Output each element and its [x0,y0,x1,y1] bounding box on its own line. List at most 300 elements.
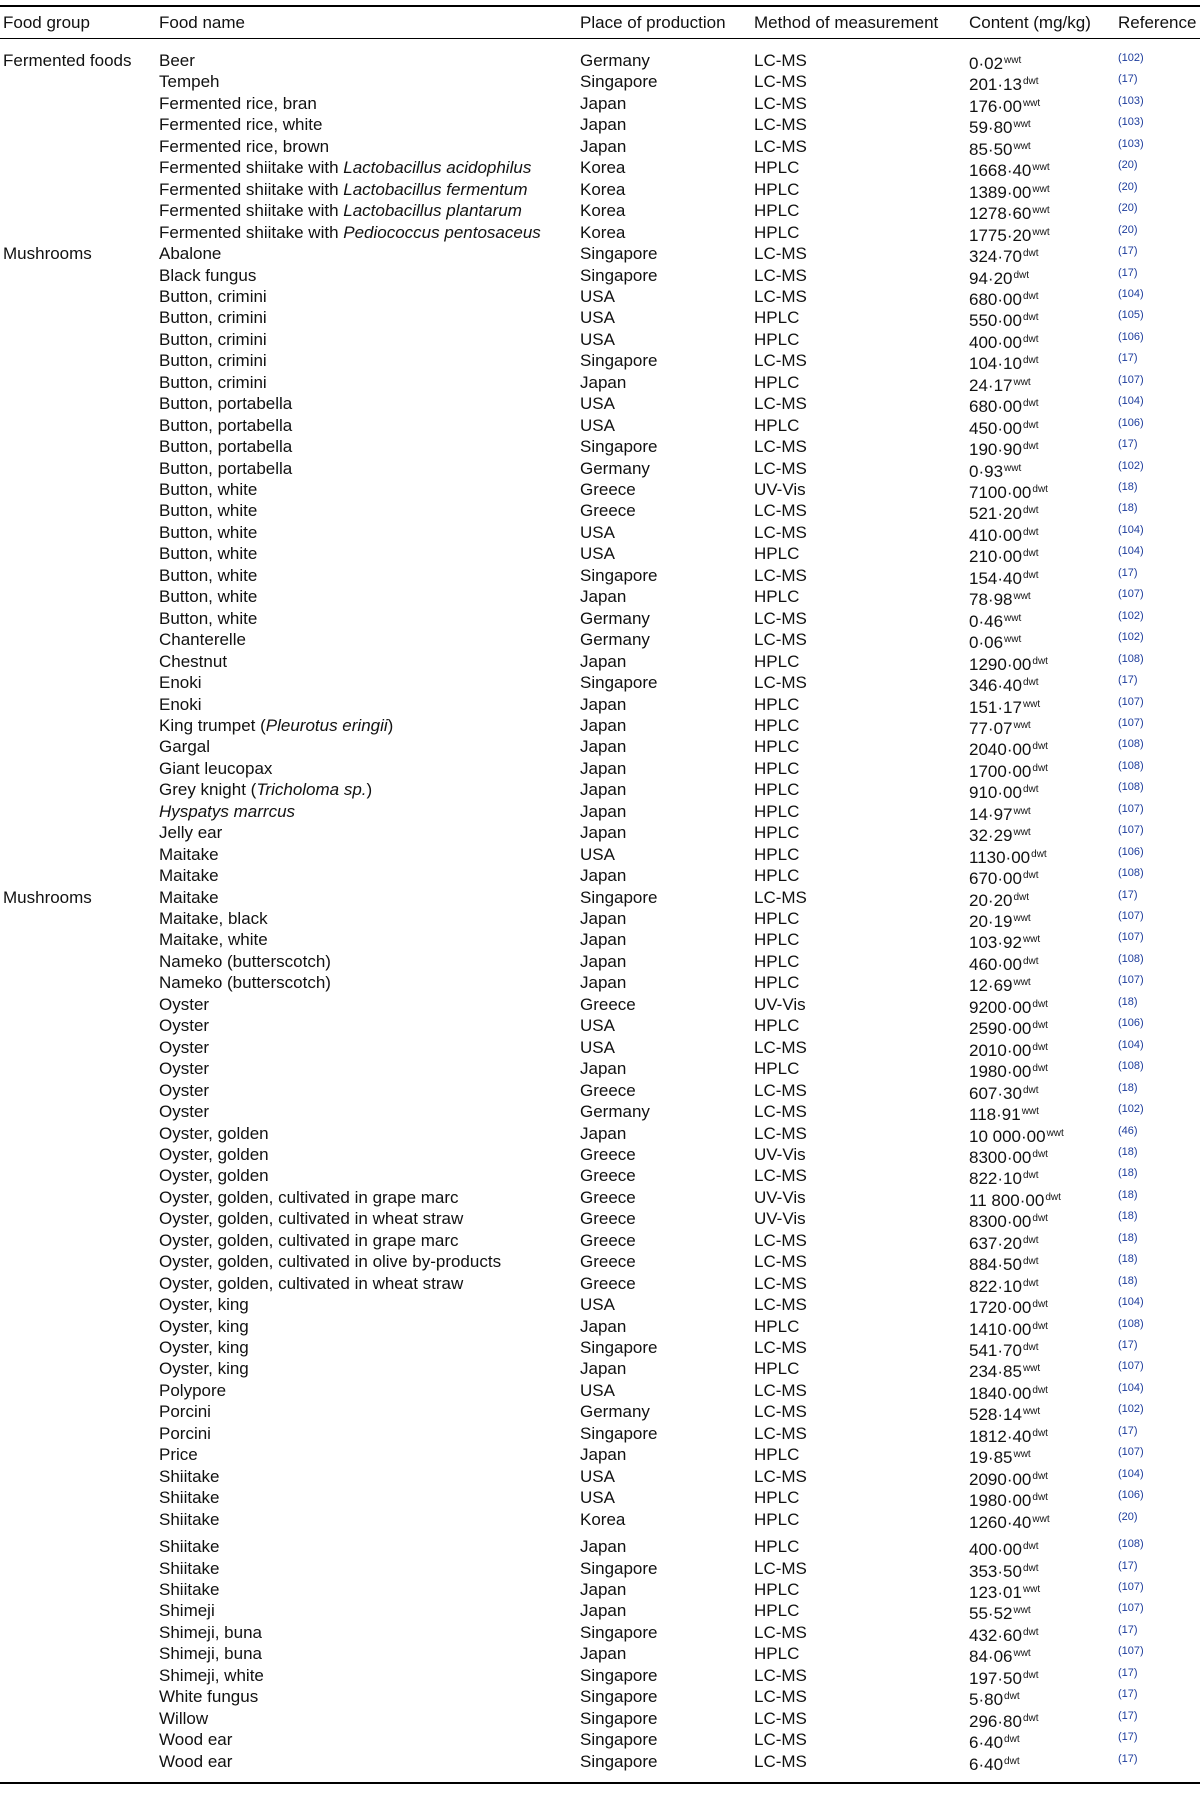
reference-cell: (18) [1118,1274,1138,1287]
food-name-text: Fermented shiitake with [159,158,344,178]
content-value: 521·20 [969,504,1022,524]
food-name-cell [159,887,219,908]
content-value: 201·13 [969,75,1022,95]
content-unit: dwt [1032,1320,1048,1332]
food-name-cell [159,1208,463,1229]
content-cell [969,329,1039,353]
place-cell: Japan [580,780,627,800]
method-cell: HPLC [754,930,800,950]
table-row [0,500,1200,524]
food-name-cell [159,157,531,178]
reference-cell: (17) [1118,438,1138,451]
food-name-cell [159,629,246,650]
place-cell: Singapore [580,351,658,371]
method-cell: LC-MS [754,1708,807,1728]
content-unit: dwt [1032,998,1048,1010]
reference-cell: (102) [1118,631,1144,644]
reference-cell: (107) [1118,588,1144,601]
header-rule [0,38,1200,39]
content-unit: dwt [1022,333,1039,345]
food-name-cell [159,1058,209,1079]
method-cell: HPLC [754,329,800,349]
method-cell: LC-MS [754,522,807,542]
place-cell: Japan [580,115,627,135]
place-cell: Korea [580,222,626,242]
place-cell: USA [580,544,615,564]
method-cell: LC-MS [754,394,807,414]
method-cell: HPLC [754,1601,800,1621]
content-value: 1720·00 [969,1298,1032,1318]
table-row [0,1380,1200,1401]
content-value: 680·00 [969,289,1022,309]
food-name-text: White fungus [159,1687,259,1707]
content-unit: dwt [1022,355,1039,367]
content-unit: wwt [1013,140,1031,152]
place-cell: USA [580,844,615,864]
place-cell: Japan [580,587,627,607]
reference-cell: (106) [1118,845,1144,858]
food-name-text: Oyster, king [159,1295,249,1315]
reference-cell: (17) [1118,1623,1138,1636]
place-cell: Singapore [580,1423,658,1443]
content-value: 10 000·00 [969,1126,1046,1146]
place-cell: Japan [580,973,627,993]
content-value: 541·70 [969,1341,1022,1360]
reference-cell: (17) [1118,1339,1138,1351]
content-unit: wwt [1013,376,1031,388]
food-name-text: Oyster, golden [159,1166,269,1186]
content-value: 118·91 [969,1105,1021,1125]
food-name-text: Chestnut [159,651,228,671]
content-cell [969,114,1031,138]
reference-cell: (103) [1118,137,1144,150]
reference-cell: (104) [1118,545,1144,558]
table-row [0,1208,1200,1232]
method-cell: HPLC [754,158,800,178]
content-cell [969,1423,1048,1447]
content-unit: wwt [1013,1605,1031,1617]
content-unit: wwt [1022,1363,1041,1375]
method-cell: LC-MS [754,1295,807,1315]
food-name-cell [159,1316,249,1337]
table-row [0,994,1200,1015]
food-name-text: Abalone [159,244,222,264]
content-unit: dwt [1032,1492,1048,1504]
reference-cell: (18) [1118,1081,1138,1094]
content-value: 550·00 [969,311,1022,331]
content-value: 8300·00 [969,1147,1032,1167]
reference-cell: (20) [1118,223,1138,236]
content-unit: dwt [1032,1299,1048,1311]
food-name-cell [159,1144,269,1165]
content-unit: wwt [1013,805,1031,817]
food-name-text: Nameko (butterscotch) [159,973,331,993]
table-row [0,1101,1200,1125]
food-name-text: Beer [159,51,195,70]
reference-cell: (17) [1118,266,1138,279]
content-unit: dwt [1022,526,1039,538]
reference-cell: (107) [1118,1645,1144,1658]
content-value: 55·52 [969,1604,1013,1624]
food-name-text: Button, portabella [159,458,293,478]
food-name-cell [159,1294,249,1315]
table-row [0,415,1200,436]
table-row [0,393,1200,417]
place-cell: USA [580,1295,615,1315]
content-cell [969,651,1048,675]
food-name-cell [159,929,268,950]
content-cell [969,887,1029,911]
content-cell [969,1643,1031,1667]
food-name-cell [159,651,227,672]
food-name-cell [159,114,322,135]
reference-cell: (104) [1118,1467,1144,1480]
table-row [0,1622,1200,1643]
content-cell [969,694,1040,718]
content-unit: dwt [1022,784,1039,796]
food-name-text: Willow [159,1708,209,1728]
food-name-cell [159,1015,209,1036]
food-name-cell [159,844,219,865]
food-name-cell [159,822,222,843]
content-cell [969,672,1039,696]
place-cell: Japan [580,909,627,928]
place-cell: Greece [580,1187,636,1207]
food-name-cell [159,200,522,221]
method-cell: LC-MS [754,115,807,135]
method-cell: HPLC [754,544,800,564]
content-value: 607·30 [969,1083,1022,1103]
method-cell: UV-Vis [754,1144,806,1164]
content-unit: dwt [1022,419,1039,431]
content-unit: wwt [1022,934,1041,946]
place-cell: Japan [580,801,627,821]
table-row [0,629,1200,653]
food-name-text: Button, white [159,544,258,564]
reference-cell: (107) [1118,1360,1144,1373]
method-cell: LC-MS [754,673,807,693]
content-cell [969,779,1039,803]
food-name-cell [159,243,221,264]
content-unit: dwt [1022,248,1039,260]
content-unit: dwt [1013,891,1030,903]
content-unit: dwt [1022,1626,1039,1638]
method-cell: LC-MS [754,608,807,628]
content-cell [969,972,1031,996]
food-name-text: Maitake [159,887,219,907]
method-cell: UV-Vis [754,1187,806,1207]
content-cell [969,1165,1039,1189]
content-value: 6·40 [969,1733,1004,1753]
food-name-text: Shimeji [159,1601,215,1621]
food-name-cell [159,1729,232,1750]
reference-cell: (17) [1118,1731,1138,1744]
header-method: Method of measurement [754,13,939,32]
method-cell: HPLC [754,651,800,671]
table-row [0,715,1200,736]
content-unit: dwt [1022,1712,1039,1724]
content-cell [969,844,1047,868]
content-cell [969,1600,1031,1624]
place-cell: Japan [580,372,627,392]
content-value: 1130·00 [969,847,1031,867]
food-name-cell [159,1466,219,1487]
food-name-text: Button, crimini [159,372,267,392]
reference-cell: (107) [1118,1602,1144,1615]
method-cell: HPLC [754,1059,800,1079]
reference-cell: (18) [1118,481,1138,493]
food-name-text: Button, white [159,480,258,499]
table-row [0,114,1200,138]
food-name-text: King trumpet ( [159,715,266,735]
reference-cell: (108) [1118,652,1144,665]
place-cell: Japan [580,1316,627,1336]
food-name-cell [159,1622,262,1643]
method-cell: LC-MS [754,1338,807,1357]
method-cell: HPLC [754,1509,800,1529]
method-cell: UV-Vis [754,1209,806,1229]
place-cell: Japan [580,651,627,671]
method-cell: LC-MS [754,458,807,478]
place-cell: Japan [580,1644,627,1664]
food-name-text: Oyster, king [159,1338,249,1357]
food-name-text: Grey knight ( [159,780,257,800]
content-cell [969,500,1039,524]
food-name-text: Fermented shiitake with [159,222,344,242]
content-cell [969,929,1040,953]
content-cell [969,1251,1039,1275]
method-cell: LC-MS [754,630,807,650]
content-cell [969,1751,1020,1775]
content-value: 400·00 [969,332,1022,352]
content-value: 1389·00 [969,182,1032,202]
food-name-text: Maitake, white [159,930,268,950]
table-row [0,1665,1200,1686]
food-name-cell [159,1686,258,1707]
table-row [0,1643,1200,1667]
content-cell [969,565,1039,589]
method-cell: HPLC [754,758,800,778]
content-value: 234·85 [969,1362,1022,1382]
reference-cell: (102) [1118,52,1144,64]
content-value: 59·80 [969,118,1013,138]
food-name-text: Button, crimini [159,329,267,349]
header-content: Content (mg/kg) [969,13,1091,32]
content-unit: dwt [1032,1427,1048,1439]
content-cell [969,1080,1039,1104]
food-name-cell [159,522,257,543]
place-cell: Japan [580,1123,627,1143]
reference-cell: (20) [1118,180,1138,193]
food-name-cell [159,136,329,157]
food-name-text: Shimeji, buna [159,1622,263,1642]
content-value: 2040·00 [969,740,1032,760]
content-unit: dwt [1045,1191,1061,1203]
place-cell: Japan [580,1579,627,1599]
table-row [0,1358,1200,1382]
content-value: 84·06 [969,1647,1013,1667]
content-cell [969,71,1039,95]
content-unit: dwt [1032,1470,1048,1482]
content-cell [969,1536,1039,1560]
food-name-italic: Tricholoma sp. [256,780,367,800]
reference-cell: (106) [1118,1489,1144,1502]
reference-cell: (104) [1118,1296,1144,1309]
food-name-text: Button, white [159,608,258,628]
place-cell: Singapore [580,437,658,457]
food-name-cell [159,93,317,114]
method-cell: HPLC [754,973,800,993]
food-name-text: Maitake, black [159,909,268,928]
food-name-text: Shimeji, white [159,1665,264,1685]
content-unit: dwt [1032,1041,1048,1053]
content-cell [969,994,1048,1018]
content-value: 670·00 [969,869,1022,889]
food-name-cell [159,50,195,71]
reference-cell: (108) [1118,781,1144,794]
table-row [0,50,1200,71]
content-cell [969,1230,1039,1254]
place-cell: Japan [580,694,627,714]
content-unit: wwt [1004,612,1022,624]
content-cell [969,286,1039,310]
place-cell: Germany [580,630,650,650]
method-cell: UV-Vis [754,480,806,499]
table-row [0,1230,1200,1251]
content-cell [969,479,1048,503]
reference-cell: (108) [1118,867,1144,880]
food-name-cell [159,222,541,243]
content-value: 432·60 [969,1625,1022,1645]
place-cell: Japan [580,951,627,971]
reference-cell: (102) [1118,609,1144,622]
table-row [0,307,1200,331]
food-name-text: Chanterelle [159,630,246,650]
table-row [0,1144,1200,1165]
table-row [0,157,1200,181]
content-value: 2090·00 [969,1469,1032,1489]
food-name-text: Shiitake [159,1466,220,1486]
place-cell: Greece [580,501,636,521]
content-unit: wwt [1022,698,1041,710]
place-cell: Japan [580,93,627,113]
reference-cell: (17) [1118,1752,1138,1765]
table-row [0,672,1200,696]
food-name-text: Maitake [159,866,219,886]
content-cell [969,1294,1048,1318]
place-cell: Singapore [580,887,658,907]
table-row [0,1579,1200,1600]
content-unit: wwt [1004,634,1022,646]
reference-cell: (17) [1118,352,1138,365]
reference-cell: (108) [1118,1538,1144,1551]
content-cell [969,393,1039,417]
food-name-text: Shiitake [159,1579,220,1599]
table-row [0,651,1200,672]
reference-cell: (107) [1118,802,1144,815]
place-cell: Greece [580,1230,636,1250]
food-name-cell [159,801,295,822]
method-cell: LC-MS [754,51,807,70]
content-value: 0·02 [969,54,1004,73]
table-row [0,136,1200,157]
food-name-cell [159,1380,226,1401]
method-cell: HPLC [754,1359,800,1379]
food-name-cell [159,608,257,629]
food-name-text: Button, white [159,501,258,521]
content-unit: dwt [1032,1063,1048,1075]
content-value: 24·17 [969,375,1013,395]
place-cell: Singapore [580,72,658,92]
content-value: 32·29 [969,826,1013,846]
place-cell: USA [580,1466,615,1486]
content-unit: wwt [1032,183,1050,195]
content-cell [969,372,1031,396]
reference-cell: (103) [1118,116,1144,129]
content-cell [969,93,1040,117]
table-row [0,479,1200,500]
method-cell: HPLC [754,844,800,864]
food-name-cell [159,1643,262,1664]
place-cell: USA [580,1037,615,1057]
content-cell [969,908,1031,932]
food-name-text: Button, portabella [159,415,293,435]
method-cell: LC-MS [754,1252,807,1272]
content-value: 884·50 [969,1255,1022,1275]
content-value: 77·07 [969,718,1013,738]
content-unit: dwt [1032,655,1048,667]
top-rule [0,5,1200,7]
food-name-suffix: ) [387,715,394,735]
food-name-cell [159,994,209,1015]
place-cell: Korea [580,158,626,178]
table-row [0,758,1200,779]
table-header [0,10,1200,36]
table-row [0,801,1200,822]
content-value: 197·50 [969,1668,1022,1688]
content-unit: wwt [1013,1449,1031,1461]
content-unit: dwt [1004,1755,1020,1767]
content-unit: dwt [1032,741,1048,753]
table-row [0,779,1200,803]
content-unit: wwt [1004,55,1022,66]
table-row [0,522,1200,543]
place-cell: USA [580,1380,615,1400]
table-row [0,1686,1200,1710]
food-name-text: Wood ear [159,1730,233,1750]
reference-cell: (106) [1118,416,1144,429]
place-cell: Japan [580,136,627,156]
food-name-text: Fermented rice, white [159,115,323,135]
content-value: 19·85 [969,1448,1013,1468]
reference-cell: (104) [1118,1381,1144,1394]
food-name-cell [159,1123,269,1144]
content-cell [969,243,1039,267]
method-cell: HPLC [754,780,800,800]
food-name-text: Button, white [159,587,258,607]
food-name-text: Oyster, golden, cultivated in grape marc [159,1187,459,1207]
table-row [0,1423,1200,1444]
food-name-text: Oyster, golden [159,1144,269,1164]
food-name-italic: Pleurotus eringii [265,715,388,735]
food-name-text: Porcini [159,1402,211,1422]
food-name-text: Oyster, golden, cultivated in wheat straw [159,1209,464,1229]
food-name-cell [159,500,257,521]
food-name-cell [159,1101,209,1122]
place-cell: Singapore [580,244,658,264]
content-unit: dwt [1022,1234,1039,1246]
reference-cell: (17) [1118,888,1138,901]
